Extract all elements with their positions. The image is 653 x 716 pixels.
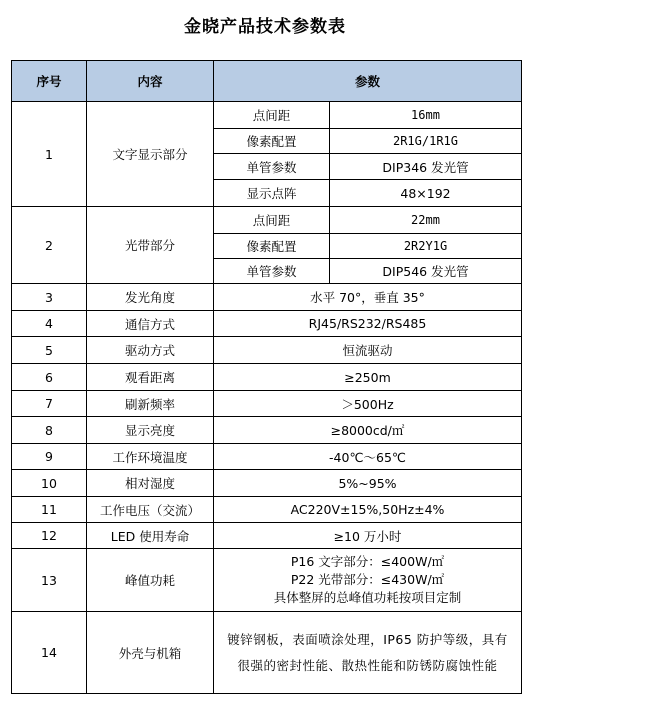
- table-row: [12, 391, 522, 417]
- row-item: 工作电压（交流）: [87, 497, 214, 523]
- row-value: ＞500Hz: [214, 391, 522, 417]
- table-row: [12, 364, 522, 391]
- row-no: 13: [12, 549, 87, 612]
- table-row: [12, 470, 522, 497]
- table-row: [12, 612, 522, 694]
- table-row: [12, 207, 522, 234]
- table-row: [12, 102, 522, 129]
- sub-value: 2R2Y1G: [330, 234, 522, 259]
- row-value: 恒流驱动: [214, 337, 522, 364]
- value-line: P22 光带部分：≤430W/㎡: [290, 572, 445, 587]
- row-value: ≥8000cd/㎡: [214, 417, 522, 444]
- sub-value: 22mm: [330, 207, 522, 234]
- row-item: 显示亮度: [87, 417, 214, 444]
- table-row: [12, 311, 522, 337]
- row-no: 8: [12, 417, 87, 444]
- sub-value: DIP346 发光管: [330, 154, 522, 180]
- sub-value: 48×192: [330, 180, 522, 207]
- table-header-row: [12, 61, 522, 102]
- row-no: 14: [12, 612, 87, 694]
- row-value: [214, 612, 522, 694]
- table-row: [12, 549, 522, 612]
- row-value: [214, 549, 522, 612]
- row-value: ≥10 万小时: [214, 523, 522, 549]
- row-no: 9: [12, 444, 87, 470]
- row-item: 通信方式: [87, 311, 214, 337]
- table-row: [12, 417, 522, 444]
- value-line: P16 文字部分：≤400W/㎡: [290, 554, 445, 569]
- row-no: 7: [12, 391, 87, 417]
- sub-value: DIP546 发光管: [330, 259, 522, 284]
- table-row: [12, 444, 522, 470]
- table-row: [12, 284, 522, 311]
- row-value: -40℃～65℃: [214, 444, 522, 470]
- row-no: 11: [12, 497, 87, 523]
- row-value: 5%~95%: [214, 470, 522, 497]
- row-item: 工作环境温度: [87, 444, 214, 470]
- table-row: [12, 337, 522, 364]
- row-value: ≥250m: [214, 364, 522, 391]
- sub-label: 显示点阵: [214, 180, 330, 207]
- row-item: 刷新频率: [87, 391, 214, 417]
- row-no: 2: [12, 207, 87, 284]
- row-no: 3: [12, 284, 87, 311]
- sub-value: 2R1G/1R1G: [330, 129, 522, 154]
- row-item: 相对湿度: [87, 470, 214, 497]
- header-content: 内容: [87, 61, 214, 102]
- sub-label: 像素配置: [214, 234, 330, 259]
- header-params: 参数: [214, 61, 522, 102]
- row-no: 6: [12, 364, 87, 391]
- row-value: AC220V±15%,50Hz±4%: [214, 497, 522, 523]
- sub-label: 单管参数: [214, 154, 330, 180]
- sub-label: 点间距: [214, 207, 330, 234]
- sub-label: 像素配置: [214, 129, 330, 154]
- row-no: 5: [12, 337, 87, 364]
- row-item: 观看距离: [87, 364, 214, 391]
- row-no: 1: [12, 102, 87, 207]
- page-title: 金晓产品技术参数表: [184, 17, 346, 37]
- row-item: 文字显示部分: [87, 102, 214, 207]
- row-no: 10: [12, 470, 87, 497]
- row-value: RJ45/RS232/RS485: [214, 311, 522, 337]
- row-item: LED 使用寿命: [87, 523, 214, 549]
- row-item: 外壳与机箱: [87, 612, 214, 694]
- row-item: 光带部分: [87, 207, 214, 284]
- sub-label: 单管参数: [214, 259, 330, 284]
- sub-value: 16mm: [330, 102, 522, 129]
- value-line: 具体整屏的总峰值功耗按项目定制: [273, 590, 462, 605]
- table-row: [12, 523, 522, 549]
- sub-label: 点间距: [214, 102, 330, 129]
- value-line: 镀锌钢板，表面喷涂处理，IP65 防护等级，具有: [227, 631, 508, 647]
- row-item: 驱动方式: [87, 337, 214, 364]
- header-no: 序号: [12, 61, 87, 102]
- row-item: 峰值功耗: [87, 549, 214, 612]
- spec-table: [11, 60, 522, 694]
- row-item: 发光角度: [87, 284, 214, 311]
- table-row: [12, 497, 522, 523]
- value-line: 很强的密封性能、散热性能和防锈防腐蚀性能: [237, 657, 498, 673]
- row-no: 4: [12, 311, 87, 337]
- row-value: 水平 70°，垂直 35°: [214, 284, 522, 311]
- row-no: 12: [12, 523, 87, 549]
